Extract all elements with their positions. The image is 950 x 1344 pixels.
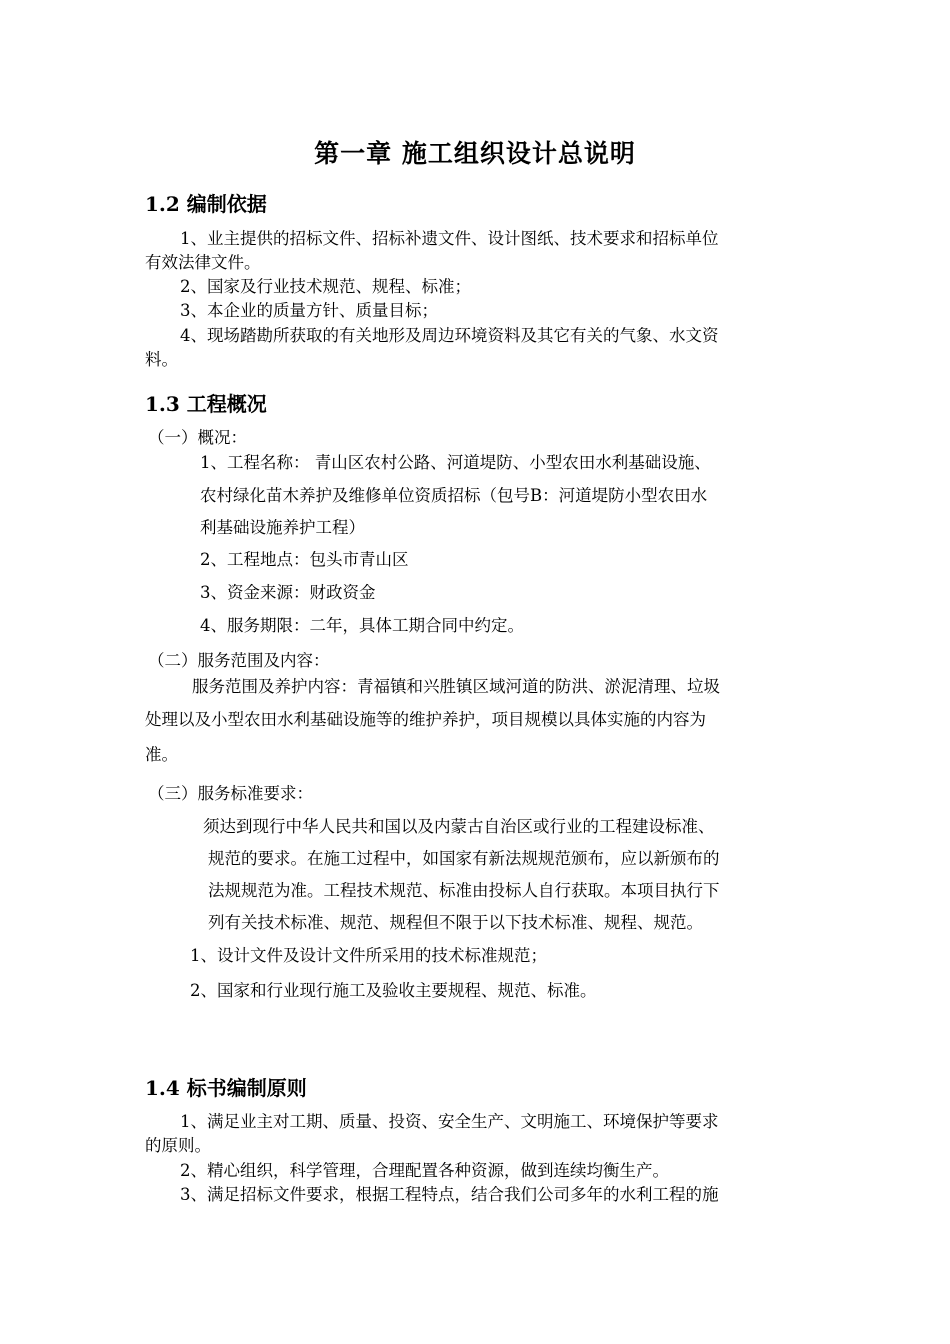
- overview-sub1-label: （一）概况：: [148, 428, 247, 447]
- overview-sub2-line-1: 服务范围及养护内容：青福镇和兴胜镇区域河道的防洪、淤泥清理、垃圾: [192, 677, 720, 696]
- principles-line-2: 的原则。: [145, 1136, 211, 1155]
- basis-line-5: 4、现场踏勘所获取的有关地形及周边环境资料及其它有关的气象、水文资: [180, 326, 719, 345]
- basis-line-6: 料。: [145, 350, 178, 369]
- section-heading-overview: 1.3 工程概况: [145, 392, 267, 416]
- overview-sub3-line-4: 列有关技术标准、规范、规程但不限于以下技术标准、规程、规范。: [208, 913, 703, 932]
- overview-sub2-line-3: 准。: [145, 745, 178, 764]
- overview-sub2-line-2: 处理以及小型农田水利基础设施等的维护养护，项目规模以具体实施的内容为: [145, 710, 706, 729]
- overview-sub2-label: （二）服务范围及内容：: [148, 651, 330, 670]
- principles-line-3: 2、精心组织，科学管理，合理配置各种资源，做到连续均衡生产。: [180, 1161, 669, 1180]
- overview-sub1-line-5: 3、资金来源：财政资金: [200, 583, 376, 602]
- overview-sub3-line-3: 法规规范为准。工程技术规范、标准由投标人自行获取。本项目执行下: [208, 881, 720, 900]
- basis-line-3: 2、国家及行业技术规范、规程、标准；: [180, 277, 471, 296]
- overview-sub1-line-1: 1、工程名称： 青山区农村公路、河道堤防、小型农田水利基础设施、: [200, 453, 711, 472]
- principles-line-1: 1、满足业主对工期、质量、投资、安全生产、文明施工、环境保护等要求: [180, 1112, 719, 1131]
- overview-sub3-label: （三）服务标准要求：: [148, 784, 313, 803]
- overview-sub3-line-6: 2、国家和行业现行施工及验收主要规程、规范、标准。: [190, 981, 597, 1000]
- overview-sub3-line-5: 1、设计文件及设计文件所采用的技术标准规范；: [190, 946, 547, 965]
- overview-sub1-line-3: 利基础设施养护工程）: [200, 518, 365, 537]
- principles-line-4: 3、满足招标文件要求，根据工程特点，结合我们公司多年的水利工程的施: [180, 1185, 719, 1204]
- section-heading-principles: 1.4 标书编制原则: [145, 1076, 307, 1100]
- basis-line-2: 有效法律文件。: [145, 253, 261, 272]
- section-heading-basis: 1.2 编制依据: [145, 192, 267, 216]
- overview-sub3-line-1: 须达到现行中华人民共和国以及内蒙古自治区或行业的工程建设标准、: [203, 817, 715, 836]
- overview-sub1-line-2: 农村绿化苗木养护及维修单位资质招标（包号B：河道堤防小型农田水: [200, 486, 708, 505]
- basis-line-1: 1、业主提供的招标文件、招标补遗文件、设计图纸、技术要求和招标单位: [180, 229, 719, 248]
- basis-line-4: 3、本企业的质量方针、质量目标；: [180, 301, 438, 320]
- overview-sub1-line-4: 2、工程地点：包头市青山区: [200, 550, 409, 569]
- overview-sub1-line-6: 4、服务期限：二年，具体工期合同中约定。: [200, 616, 524, 635]
- overview-sub3-line-2: 规范的要求。在施工过程中，如国家有新法规规范颁布，应以新颁布的: [208, 849, 720, 868]
- chapter-title: 第一章 施工组织设计总说明: [314, 139, 636, 168]
